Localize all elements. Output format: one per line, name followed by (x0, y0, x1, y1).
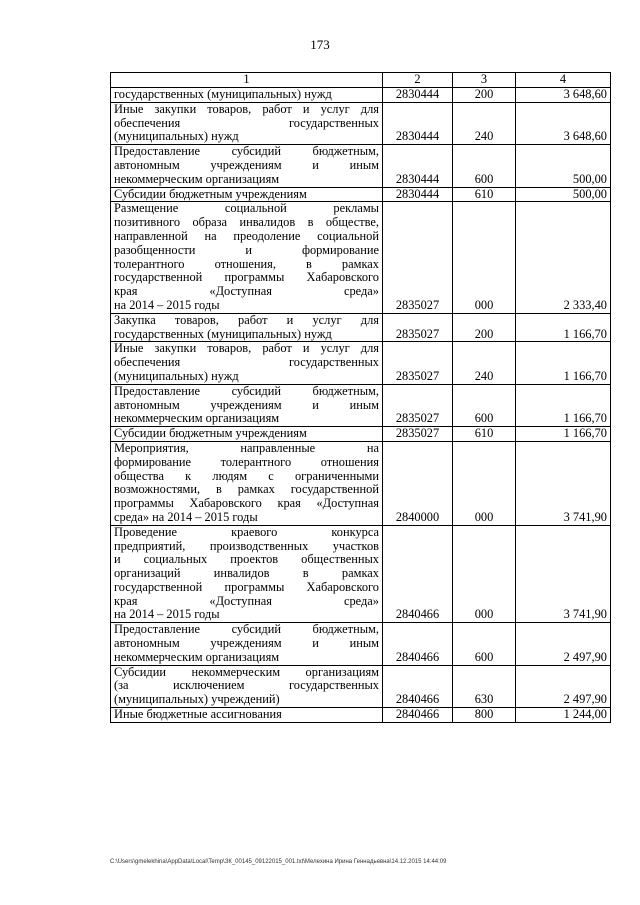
row-code: 2835027 (383, 313, 453, 342)
description-line: (муниципальных) учреждений) (114, 692, 280, 707)
description-line: края «Доступная среда» (114, 284, 379, 299)
description-line: края «Доступная среда» (114, 593, 379, 608)
description-line: Субсидии бюджетным учреждениям (114, 426, 307, 441)
file-path-footer: C:\Users\gmelekhina\AppData\Local\Temp\ЗК_00145_09122015_001.txt\Мелехина Ирина Геннадьевна\14.12.2015 14:44:09 (110, 859, 447, 865)
row-expense-type: 630 (453, 665, 516, 707)
description-line: на 2014 – 2015 годы (114, 607, 220, 622)
description-line: организаций инвалидов в рамках (114, 566, 379, 581)
description-line: Закупка товаров, работ и услуг для (114, 312, 379, 327)
row-code: 2835027 (383, 427, 453, 442)
row-code: 2835027 (383, 202, 453, 313)
row-sum: 3 741,90 (516, 525, 611, 623)
row-code: 2840466 (383, 623, 453, 665)
budget-table (110, 72, 611, 723)
description-line: Проведение краевого конкурса (114, 524, 379, 539)
row-description (111, 187, 383, 202)
description-line: автономным учреждениям и иным (114, 397, 379, 412)
row-code: 2830444 (383, 102, 453, 144)
description-line: Иные бюджетные ассигнования (114, 707, 282, 722)
row-description (111, 441, 383, 525)
row-expense-type: 200 (453, 313, 516, 342)
description-line: государственной программы Хабаровского (114, 579, 379, 594)
table-row (111, 88, 611, 103)
row-expense-type: 000 (453, 441, 516, 525)
row-expense-type: 200 (453, 88, 516, 103)
row-sum: 2 497,90 (516, 623, 611, 665)
row-sum: 3 648,60 (516, 102, 611, 144)
row-description (111, 145, 383, 187)
description-line: общества к людям с ограниченными (114, 468, 379, 483)
row-sum: 1 166,70 (516, 384, 611, 426)
row-expense-type: 610 (453, 427, 516, 442)
column-header-2: 2 (383, 73, 453, 88)
description-line: направленной на преодоление социальной (114, 228, 379, 243)
description-line: некоммерческим организациям (114, 649, 280, 664)
description-line: Субсидии бюджетным учреждениям (114, 186, 307, 201)
description-line: возможностями, в рамках государственной (114, 482, 379, 497)
table-row (111, 708, 611, 723)
table-row (111, 427, 611, 442)
table-header-row (111, 73, 611, 88)
description-line: государственной программы Хабаровского (114, 270, 379, 285)
row-description (111, 88, 383, 103)
table-row (111, 441, 611, 525)
row-code: 2830444 (383, 145, 453, 187)
description-line: Иные закупки товаров, работ и услуг для (114, 341, 379, 356)
row-expense-type: 610 (453, 187, 516, 202)
description-line: некоммерческим организациям (114, 411, 280, 426)
description-line: среда» на 2014 – 2015 годы (114, 509, 258, 524)
row-sum: 1 244,00 (516, 708, 611, 723)
row-sum: 1 166,70 (516, 427, 611, 442)
table-row (111, 525, 611, 623)
description-line: Иные закупки товаров, работ и услуг для (114, 101, 379, 116)
description-line: программы Хабаровского края «Доступная (114, 496, 379, 511)
row-expense-type: 600 (453, 145, 516, 187)
row-description (111, 665, 383, 707)
table-row (111, 313, 611, 342)
row-sum: 500,00 (516, 187, 611, 202)
row-code: 2830444 (383, 187, 453, 202)
table-row (111, 145, 611, 187)
row-description (111, 342, 383, 384)
row-code: 2830444 (383, 88, 453, 103)
row-code: 2840466 (383, 525, 453, 623)
description-line: на 2014 – 2015 годы (114, 297, 220, 312)
row-sum: 500,00 (516, 145, 611, 187)
description-line: Размещение социальной рекламы (114, 201, 379, 216)
row-description (111, 623, 383, 665)
table-row (111, 102, 611, 144)
column-header-1: 1 (111, 73, 383, 88)
table-row (111, 342, 611, 384)
description-line: (муниципальных) нужд (114, 368, 239, 383)
row-expense-type: 600 (453, 623, 516, 665)
table-row (111, 202, 611, 313)
row-description (111, 427, 383, 442)
row-expense-type: 240 (453, 102, 516, 144)
description-line: некоммерческим организациям (114, 171, 280, 186)
row-description (111, 202, 383, 313)
row-expense-type: 000 (453, 525, 516, 623)
row-code: 2840000 (383, 441, 453, 525)
description-line: Предоставление субсидий бюджетным, (114, 144, 379, 159)
table-row (111, 665, 611, 707)
row-sum: 2 333,40 (516, 202, 611, 313)
row-sum: 2 497,90 (516, 665, 611, 707)
table-row (111, 623, 611, 665)
description-line: толерантного отношения, в рамках (114, 256, 379, 271)
description-line: разобщенности и формирование (114, 242, 379, 257)
description-line: и социальных проектов общественных (114, 552, 379, 567)
row-sum: 1 166,70 (516, 313, 611, 342)
description-line: Предоставление субсидий бюджетным, (114, 383, 379, 398)
description-line: автономным учреждениям и иным (114, 636, 379, 651)
table-row (111, 384, 611, 426)
table-row (111, 187, 611, 202)
description-line: (муниципальных) нужд (114, 129, 239, 144)
row-sum: 1 166,70 (516, 342, 611, 384)
row-expense-type: 800 (453, 708, 516, 723)
row-code: 2840466 (383, 665, 453, 707)
row-sum: 3 741,90 (516, 441, 611, 525)
row-description (111, 708, 383, 723)
description-line: (за исключением государственных (114, 678, 379, 693)
description-line: формирование толерантного отношения (114, 454, 379, 469)
row-description (111, 313, 383, 342)
row-sum: 3 648,60 (516, 88, 611, 103)
row-code: 2840466 (383, 708, 453, 723)
description-line: позитивного образа инвалидов в обществе, (114, 215, 379, 230)
description-line: Субсидии некоммерческим организациям (114, 664, 379, 679)
page-number: 173 (310, 37, 330, 52)
row-expense-type: 240 (453, 342, 516, 384)
description-line: обеспечения государственных (114, 115, 379, 130)
description-line: государственных (муниципальных) нужд (114, 87, 332, 101)
row-expense-type: 600 (453, 384, 516, 426)
description-line: предприятий, производственных участков (114, 538, 379, 553)
row-description (111, 384, 383, 426)
column-header-3: 3 (453, 73, 516, 88)
row-description (111, 525, 383, 623)
table-body (111, 88, 611, 723)
description-line: Предоставление субсидий бюджетным, (114, 622, 379, 637)
description-line: государственных (муниципальных) нужд (114, 326, 332, 341)
row-description (111, 102, 383, 144)
row-expense-type: 000 (453, 202, 516, 313)
description-line: обеспечения государственных (114, 355, 379, 370)
row-code: 2835027 (383, 384, 453, 426)
description-line: Мероприятия, направленные на (114, 440, 379, 455)
description-line: автономным учреждениям и иным (114, 157, 379, 172)
column-header-4: 4 (516, 73, 611, 88)
row-code: 2835027 (383, 342, 453, 384)
